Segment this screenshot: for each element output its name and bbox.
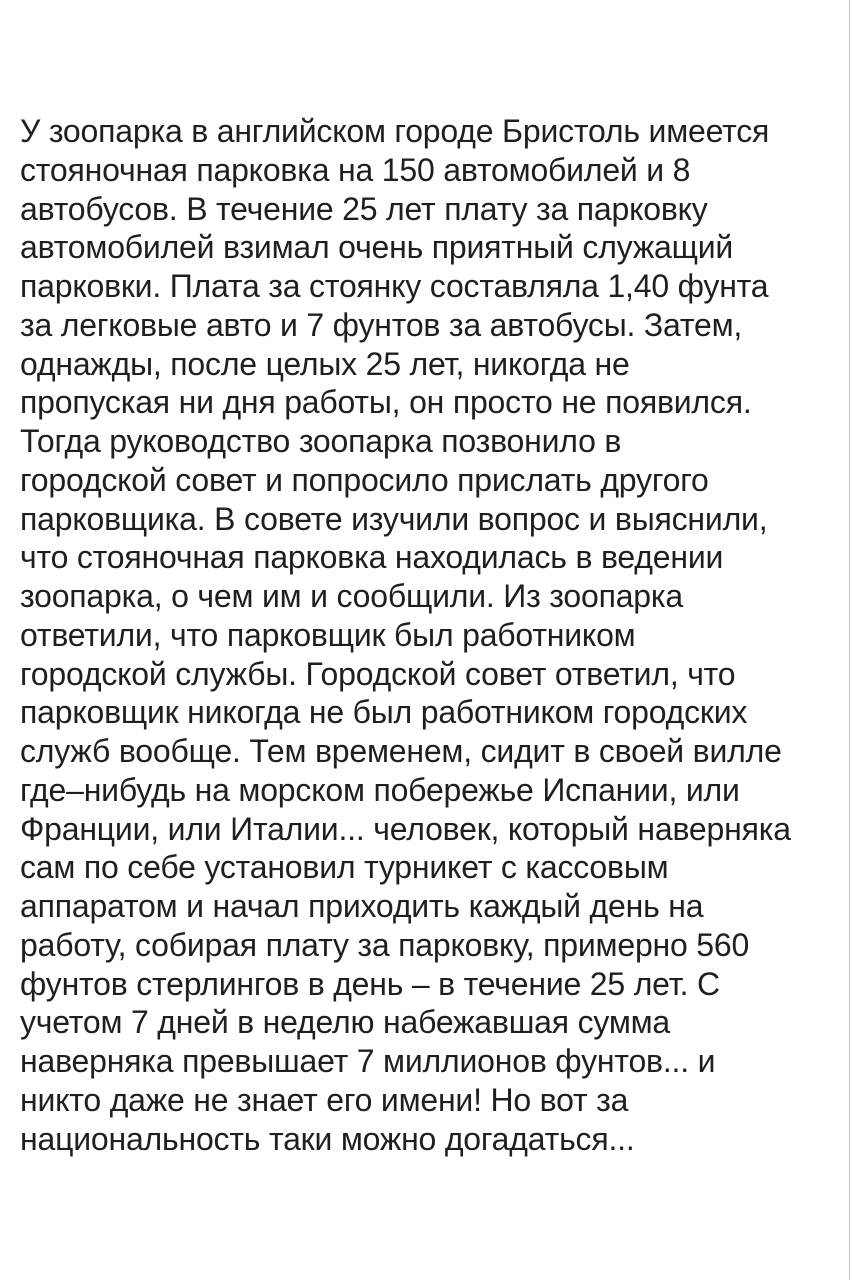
text-line: парковщик никогда не был работником городских (20, 694, 748, 731)
text-line: никто даже не знает его имени! Но вот за (20, 1081, 629, 1118)
text-line: где–нибудь на морском побережье Испании, или (20, 771, 740, 808)
text-line: национальность таки можно догадаться... (20, 1120, 635, 1157)
text-line: Тогда руководство зоопарка позвонило в (20, 423, 622, 459)
text-line: парковки. Плата за стоянку составляла 1,40 фунта (20, 268, 769, 304)
text-line: парковщика. В совете изучили вопрос и выяснили, (20, 500, 768, 537)
text-line: У зоопарка в английском городе Бристоль имеется (20, 113, 770, 149)
text-line: пропуская ни дня работы, он просто не появился. (20, 384, 752, 421)
text-line: учетом 7 дней в неделю набежавшая сумма (20, 1004, 671, 1041)
text-line: работу, собирая плату за парковку, примерно 560 (20, 926, 750, 963)
text-line: городской совет и попросило прислать другого (20, 461, 709, 498)
page-right-divider (849, 0, 850, 1280)
text-line: сам по себе установил турникет с кассовым (20, 849, 669, 886)
text-line: однажды, после целых 25 лет, никогда не (20, 345, 630, 382)
text-line: фунтов стерлингов в день – в течение 25 лет. С (20, 965, 720, 1002)
text-line: что стояночная парковка находилась в ведении (20, 539, 724, 576)
text-line: городской службы. Городской совет ответил, что (20, 655, 736, 692)
text-line: служб вообще. Тем временем, сидит в своей вилле (20, 733, 782, 769)
text-line: за легковые авто и 7 фунтов за автобусы. Затем, (20, 306, 743, 343)
text-line: зоопарка, о чем им и сообщили. Из зоопарка (20, 578, 683, 614)
text-line: аппаратом и начал приходить каждый день на (20, 888, 704, 924)
text-line: автобусов. В течение 25 лет плату за парковку (20, 190, 708, 227)
text-line: наверняка превышает 7 миллионов фунтов... и (20, 1043, 716, 1079)
text-line: ответили, что парковщик был работником (20, 616, 636, 653)
text-line: Франции, или Италии... человек, который наверняка (20, 810, 791, 847)
story-text (20, 112, 830, 1158)
text-line: автомобилей взимал очень приятный служащий (20, 229, 734, 266)
text-line: стояночная парковка на 150 автомобилей и 8 (20, 151, 691, 188)
